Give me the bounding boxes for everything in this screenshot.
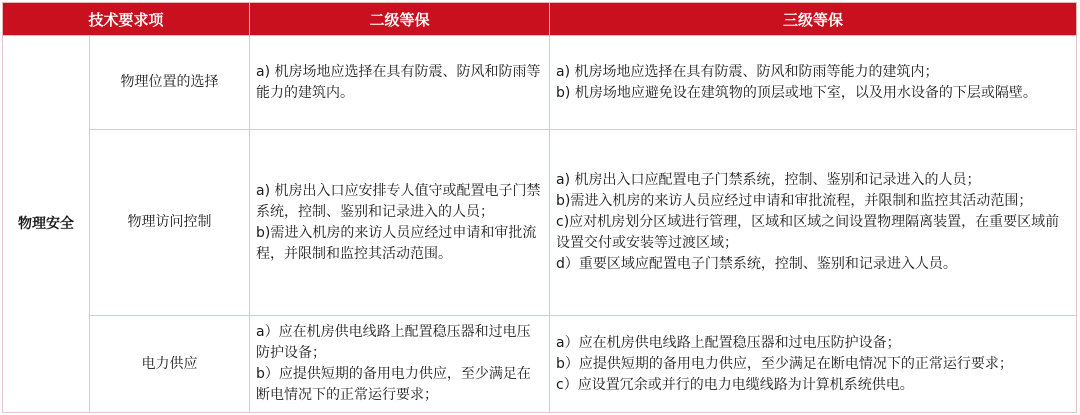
level2-cell: a) 机房出入口应安排专人值守或配置电子门禁系统，控制、鉴别和记录进入的人员； b)需进入机房的来访人员应经过申请和审批流程，并限制和监控其活动范围。 [250, 130, 550, 316]
header-level2: 二级等保 [250, 3, 550, 36]
level3-cell: a) 机房场地应选择在具有防震、防风和防雨等能力的建筑内； b) 机房场地应避免设在建筑物的顶层或地下室，以及用水设备的下层或隔壁。 [550, 36, 1077, 130]
header-requirement-item: 技术要求项 [3, 3, 250, 36]
table-row [3, 36, 1077, 130]
level3-cell: a）应在机房供电线路上配置稳压器和过电压防护设备； b）应提供短期的备用电力供应，至少满足在断电情况下的正常运行要求； c）应设置冗余或并行的电力电缆线路为计算机系统供电。 [550, 316, 1077, 413]
item-cell: 物理访问控制 [90, 130, 250, 316]
item-cell: 物理位置的选择 [90, 36, 250, 130]
table-row [3, 316, 1077, 413]
security-requirements-table [2, 2, 1077, 413]
category-cell: 物理安全 [3, 36, 90, 413]
header-level3: 三级等保 [550, 3, 1077, 36]
level2-cell: a) 机房场地应选择在具有防震、防风和防雨等能力的建筑内。 [250, 36, 550, 130]
table-row [3, 130, 1077, 316]
item-cell: 电力供应 [90, 316, 250, 413]
table-header-row [3, 3, 1077, 36]
level2-cell: a）应在机房供电线路上配置稳压器和过电压防护设备； b）应提供短期的备用电力供应，至少满足在断电情况下的正常运行要求； [250, 316, 550, 413]
level3-cell: a) 机房出入口应配置电子门禁系统，控制、鉴别和记录进入的人员； b)需进入机房的来访人员应经过申请和审批流程，并限制和监控其活动范围； c)应对机房划分区域进行管理，区域和区域之间设置物理隔离装置，在重要区域前设置交付或安装等过渡区域； d）重要区域应配置电子门禁系统，控制、鉴别和记录进入人员。 [550, 130, 1077, 316]
